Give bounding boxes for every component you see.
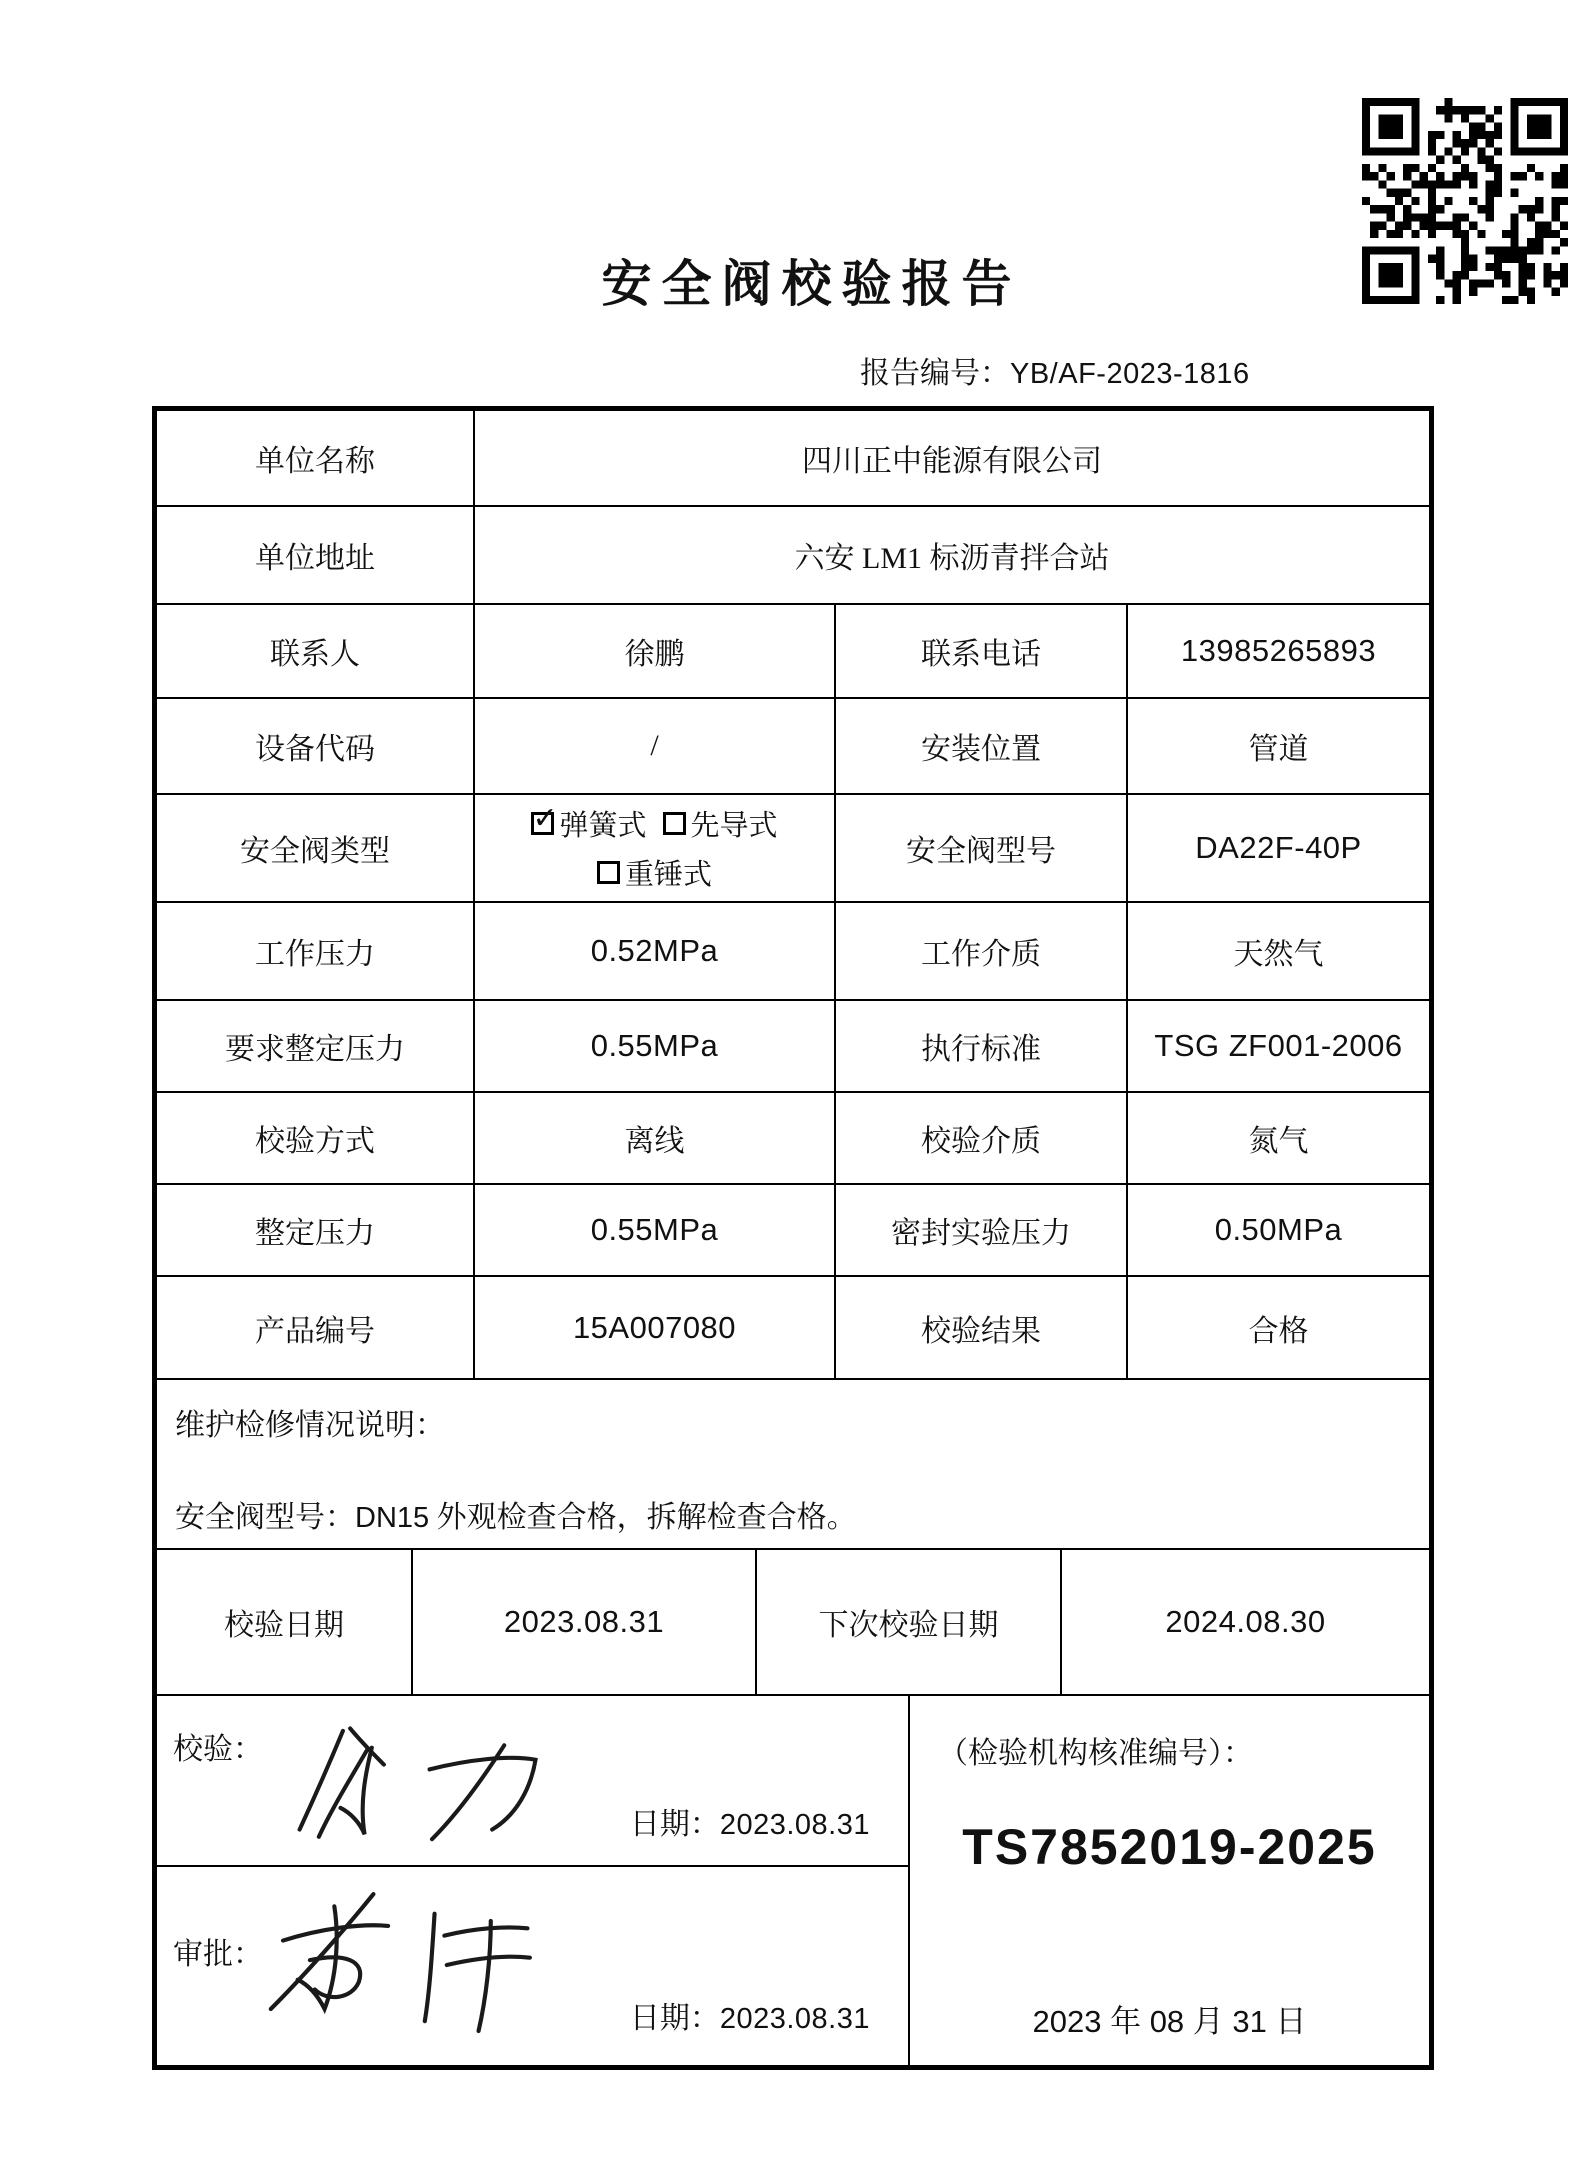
maintenance-note-cell (157, 1380, 1429, 1550)
checked-checkbox-icon (531, 801, 558, 836)
approver-date (630, 1993, 870, 2037)
verifier-date-value: 2023.08.31 (719, 1809, 870, 1841)
verifier-date-label: 日期： (629, 1808, 720, 1841)
signature-left-column (157, 1696, 910, 2065)
table-row-maintenance-note (157, 1380, 1429, 1550)
calibration-medium-label: 校验介质 (836, 1093, 1128, 1185)
approver-date-label: 日期： (629, 2002, 720, 2035)
standard-value: TSG ZF001-2006 (1128, 1001, 1429, 1093)
working-medium-label: 工作介质 (836, 903, 1128, 1001)
table-row-required-set-pressure (157, 1001, 1429, 1093)
table-row-contact (157, 605, 1429, 699)
contact-phone-label: 联系电话 (836, 605, 1128, 699)
report-number (860, 348, 1250, 392)
maintenance-note-title: 维护检修情况说明： (175, 1409, 445, 1442)
calibration-method-label: 校验方式 (157, 1093, 475, 1185)
contact-value: 徐鹏 (475, 605, 836, 699)
next-calibration-date-label: 下次校验日期 (757, 1550, 1062, 1696)
valve-type-option-weight-label: 重锤式 (624, 859, 712, 891)
product-no-value: 15A007080 (475, 1277, 836, 1380)
contact-label: 联系人 (157, 605, 475, 699)
org-code-cell (910, 1696, 1429, 2065)
org-code-label: （检验机构核准编号）： (938, 1737, 1253, 1770)
calibration-method-value: 离线 (475, 1093, 836, 1185)
table-row-signatures (157, 1696, 1429, 2065)
valve-type-option-spring-label: 弹簧式 (559, 810, 647, 842)
approver-signature (249, 1877, 559, 2042)
set-pressure-value: 0.55MPa (475, 1185, 836, 1277)
calibration-result-label: 校验结果 (836, 1277, 1128, 1380)
unchecked-checkbox-icon (663, 812, 686, 835)
report-number-value: YB/AF-2023-1816 (1010, 358, 1250, 390)
report-number-label: 报告编号： (860, 357, 1010, 390)
valve-type-options (475, 795, 836, 903)
maintenance-note-text (175, 1492, 857, 1536)
valve-type-label: 安全阀类型 (157, 795, 475, 903)
verifier-label: 校验： (173, 1733, 263, 1766)
verifier-signature (287, 1714, 577, 1844)
table-row-set-pressure (157, 1185, 1429, 1277)
unit-name-value: 四川正中能源有限公司 (475, 411, 1429, 507)
install-location-value: 管道 (1128, 699, 1429, 795)
page-title: 安全阀校验报告 (601, 256, 1022, 312)
calibration-medium-value: 氮气 (1128, 1093, 1429, 1185)
calibration-table (152, 406, 1434, 2070)
required-set-pressure-label: 要求整定压力 (157, 1001, 475, 1093)
standard-label: 执行标准 (836, 1001, 1128, 1093)
valve-model-value: DA22F-40P (1128, 795, 1429, 903)
table-row-product-no (157, 1277, 1429, 1380)
valve-model-label: 安全阀型号 (836, 795, 1128, 903)
approval-date: 2023 年 08 月 31 日 (1032, 2004, 1307, 2039)
unit-address-value: 六安 LM1 标沥青拌合站 (475, 507, 1429, 605)
maintenance-note-prefix: 安全阀型号： (175, 1501, 355, 1534)
working-medium-value: 天然气 (1128, 903, 1429, 1001)
table-row-dates (157, 1550, 1429, 1696)
table-row-valve-type (157, 795, 1429, 903)
contact-phone-value: 13985265893 (1128, 605, 1429, 699)
required-set-pressure-value: 0.55MPa (475, 1001, 836, 1093)
unit-name-label: 单位名称 (157, 411, 475, 507)
table-row-working-pressure (157, 903, 1429, 1001)
calibration-date-value: 2023.08.31 (413, 1550, 757, 1696)
working-pressure-label: 工作压力 (157, 903, 475, 1001)
maintenance-note-model: DN15 (355, 1502, 430, 1534)
table-row-unit-address (157, 507, 1429, 605)
table-row-calibration-method (157, 1093, 1429, 1185)
maintenance-note-suffix: 外观检查合格，拆解检查合格。 (429, 1501, 857, 1534)
verifier-date (630, 1799, 870, 1843)
seal-test-pressure-label: 密封实验压力 (836, 1185, 1128, 1277)
valve-type-option-weight (597, 852, 712, 893)
valve-type-option-pilot-label: 先导式 (690, 810, 778, 842)
approver-date-value: 2023.08.31 (719, 2003, 870, 2035)
product-no-label: 产品编号 (157, 1277, 475, 1380)
approver-signature-cell (157, 1867, 908, 2065)
seal-test-pressure-value: 0.50MPa (1128, 1185, 1429, 1277)
unit-address-label: 单位地址 (157, 507, 475, 605)
check-mark-icon: ✓ (532, 801, 558, 836)
working-pressure-value: 0.52MPa (475, 903, 836, 1001)
table-row-unit-name (157, 411, 1429, 507)
set-pressure-label: 整定压力 (157, 1185, 475, 1277)
device-code-value: / (475, 699, 836, 795)
approver-label: 审批： (173, 1938, 263, 1971)
next-calibration-date-value: 2024.08.30 (1062, 1550, 1429, 1696)
calibration-date-label: 校验日期 (157, 1550, 413, 1696)
calibration-result-value: 合格 (1128, 1277, 1429, 1380)
device-code-label: 设备代码 (157, 699, 475, 795)
valve-type-option-spring (531, 803, 646, 844)
unchecked-checkbox-icon (597, 861, 620, 884)
install-location-label: 安装位置 (836, 699, 1128, 795)
table-row-device (157, 699, 1429, 795)
org-code-value: TS7852019-2025 (962, 1819, 1377, 1875)
valve-type-option-pilot (663, 803, 778, 844)
verifier-signature-cell (157, 1696, 908, 1867)
